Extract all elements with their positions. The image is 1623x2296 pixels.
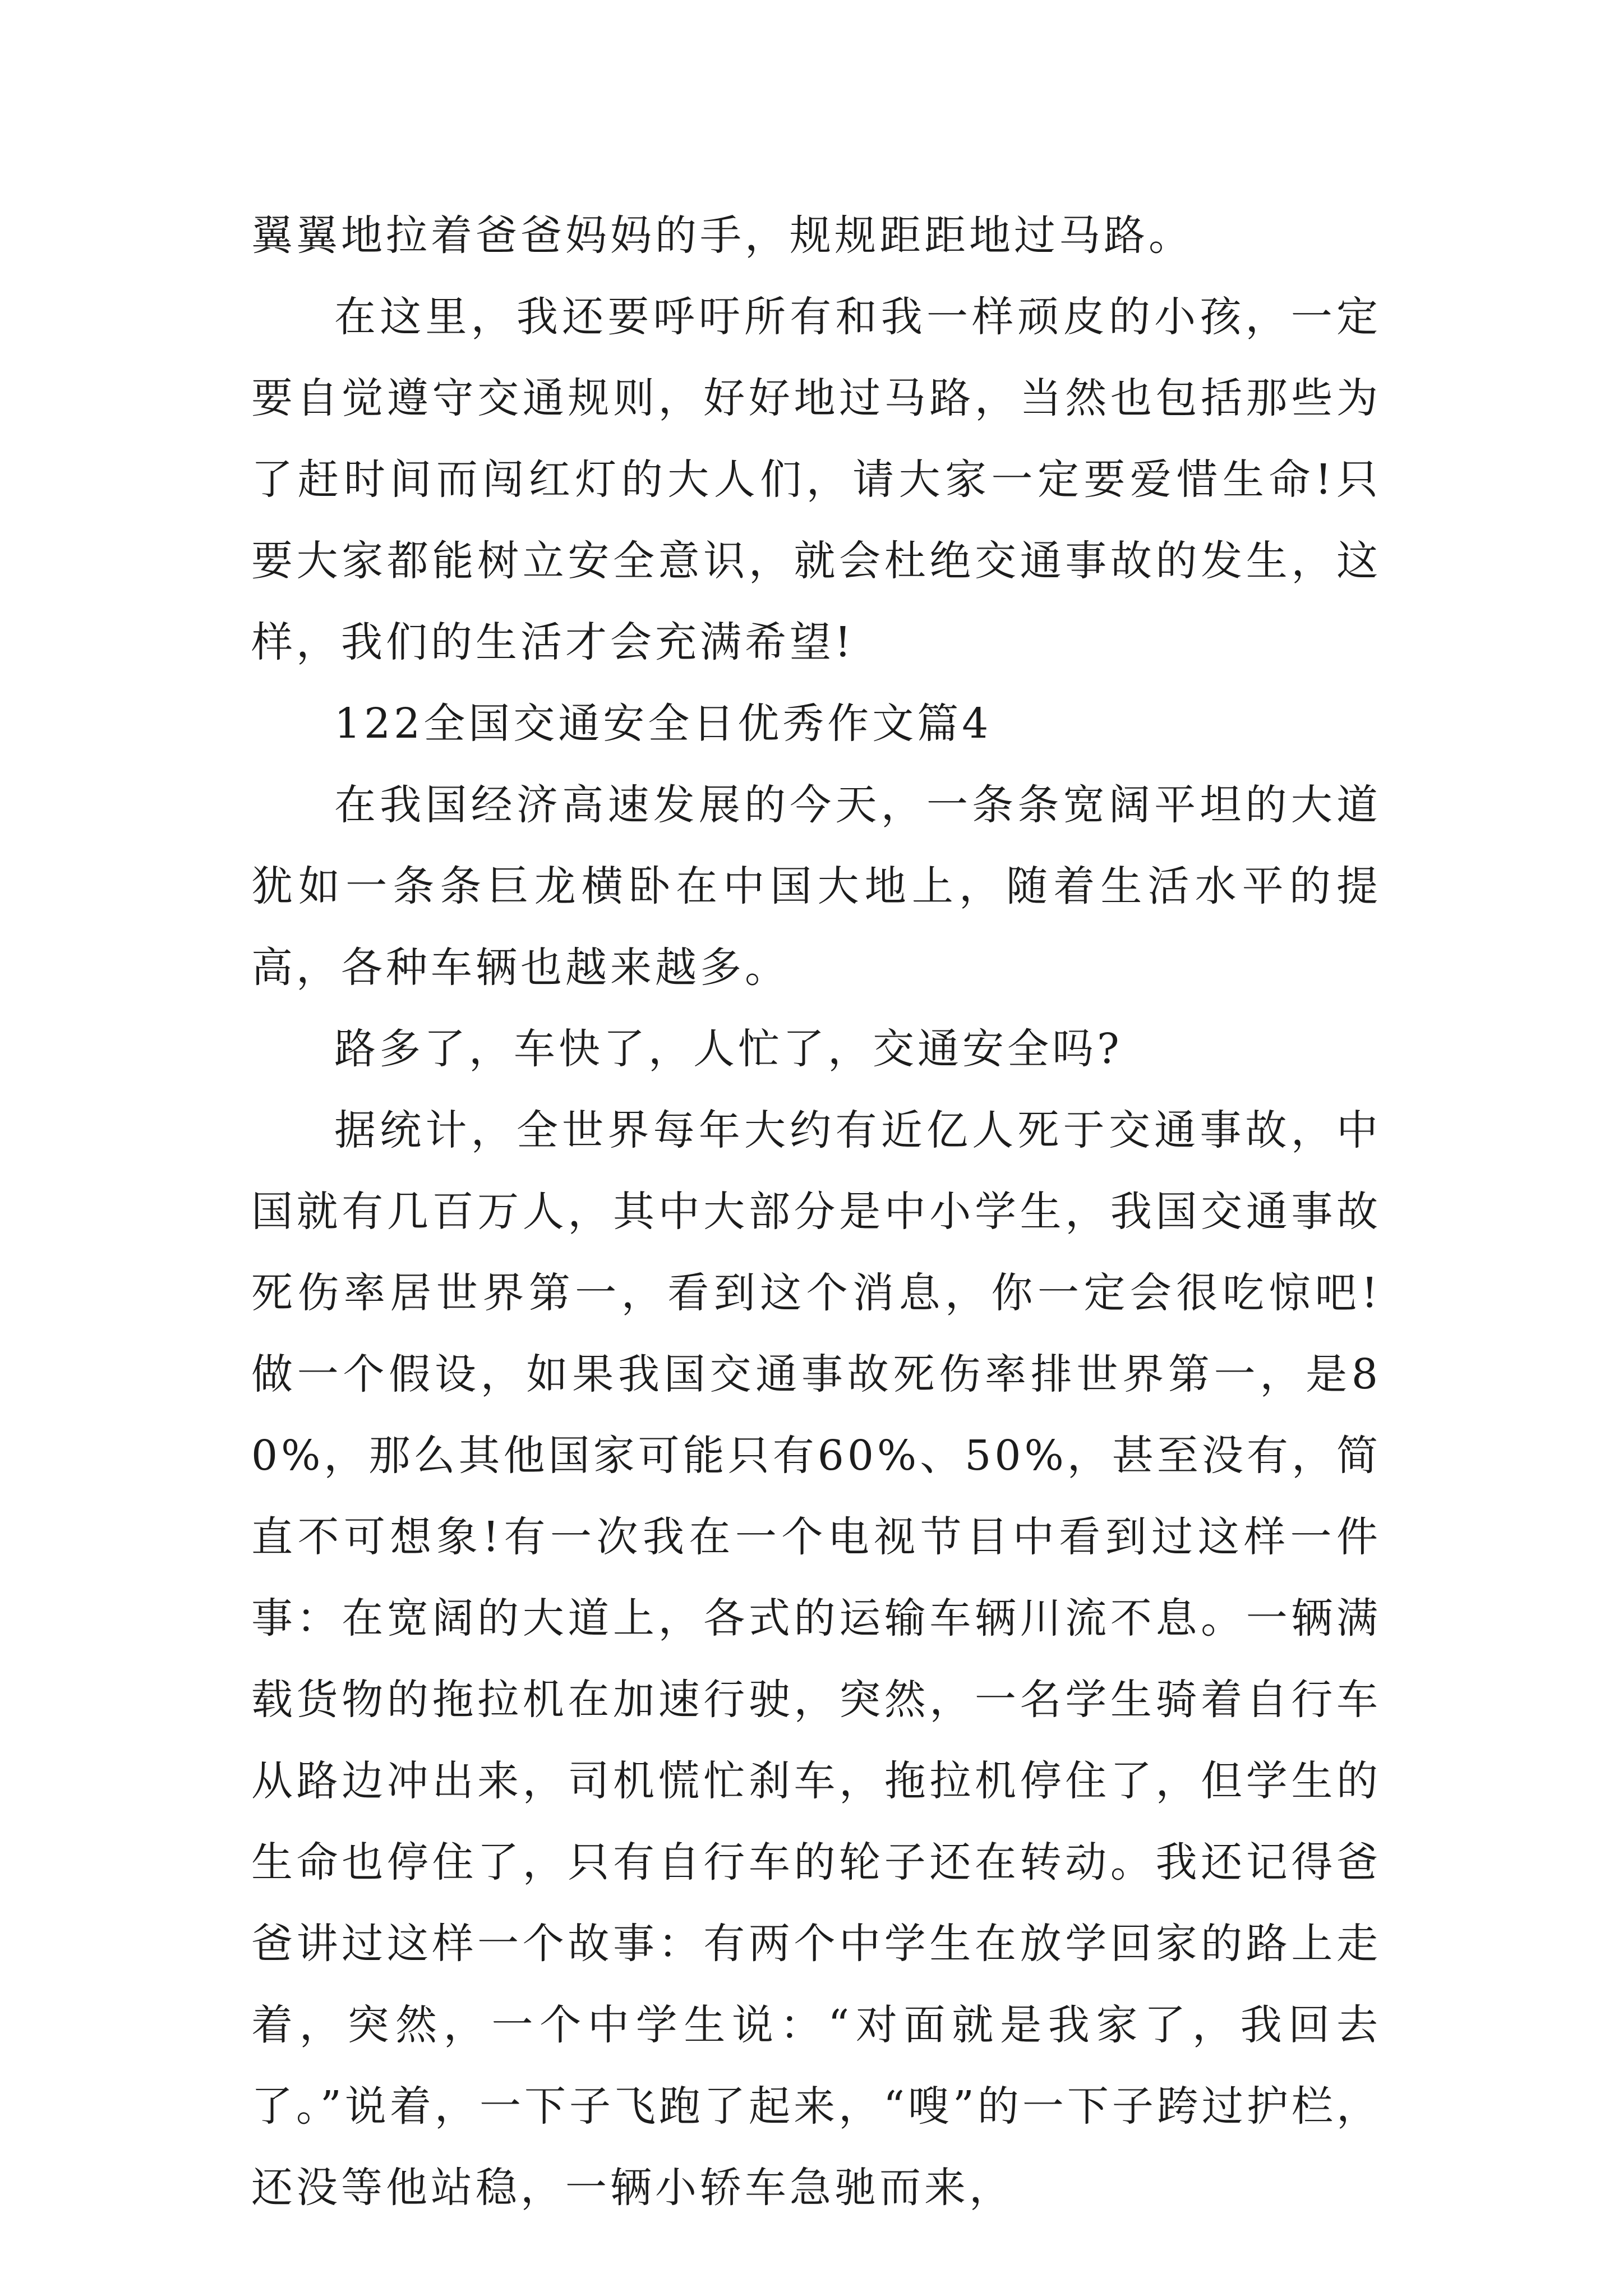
paragraph-appeal: 在这里，我还要呼吁所有和我一样顽皮的小孩，一定要自觉遵守交通规则，好好地过马路，当然也包括那些为了赶时间而闯红灯的大人们，请大家一定要爱惜生命!只要大家都能树立安全意识，就会杜绝交通事故的发生，这样，我们的生活才会充满希望! xyxy=(251,293,1381,666)
paragraph-intro: 在我国经济高速发展的今天，一条条宽阔平坦的大道犹如一条条巨龙横卧在中国大地上，随着生活水平的提高，各种车辆也越来越多。 xyxy=(251,781,1381,992)
document-page xyxy=(251,195,1381,2229)
paragraph-statistics: 据统计，全世界每年大约有近亿人死于交通事故，中国就有几百万人，其中大部分是中小学生，我国交通事故死伤率居世界第一，看到这个消息，你一定会很吃惊吧!做一个假设，如果我国交通事故死伤率排世界第一，是80%，那么其他国家可能只有60%、50%，甚至没有，简直不可想象!有一次我在一个电视节目中看到过这样一件事：在宽阔的大道上，各式的运输车辆川流不息。一辆满载货物的拖拉机在加速行驶，突然，一名学生骑着自行车从路边冲出来，司机慌忙刹车，拖拉机停住了，但学生的生命也停住了，只有自行车的轮子还在转动。我还记得爸爸讲过这样一个故事：有两个中学生在放学回家的路上走着，突然，一个中学生说：“对面就是我家了，我回去了。”说着，一下子飞跑了起来，“嗖”的一下子跨过护栏，还没等他站稳，一辆小轿车急驰而来， xyxy=(251,1106,1381,2212)
paragraph-continuation: 翼翼地拉着爸爸妈妈的手，规规距距地过马路。 xyxy=(251,211,1193,260)
section-heading: 122全国交通安全日优秀作文篇4 xyxy=(334,700,992,748)
paragraph-question: 路多了，车快了，人忙了，交通安全吗? xyxy=(334,1025,1123,1073)
